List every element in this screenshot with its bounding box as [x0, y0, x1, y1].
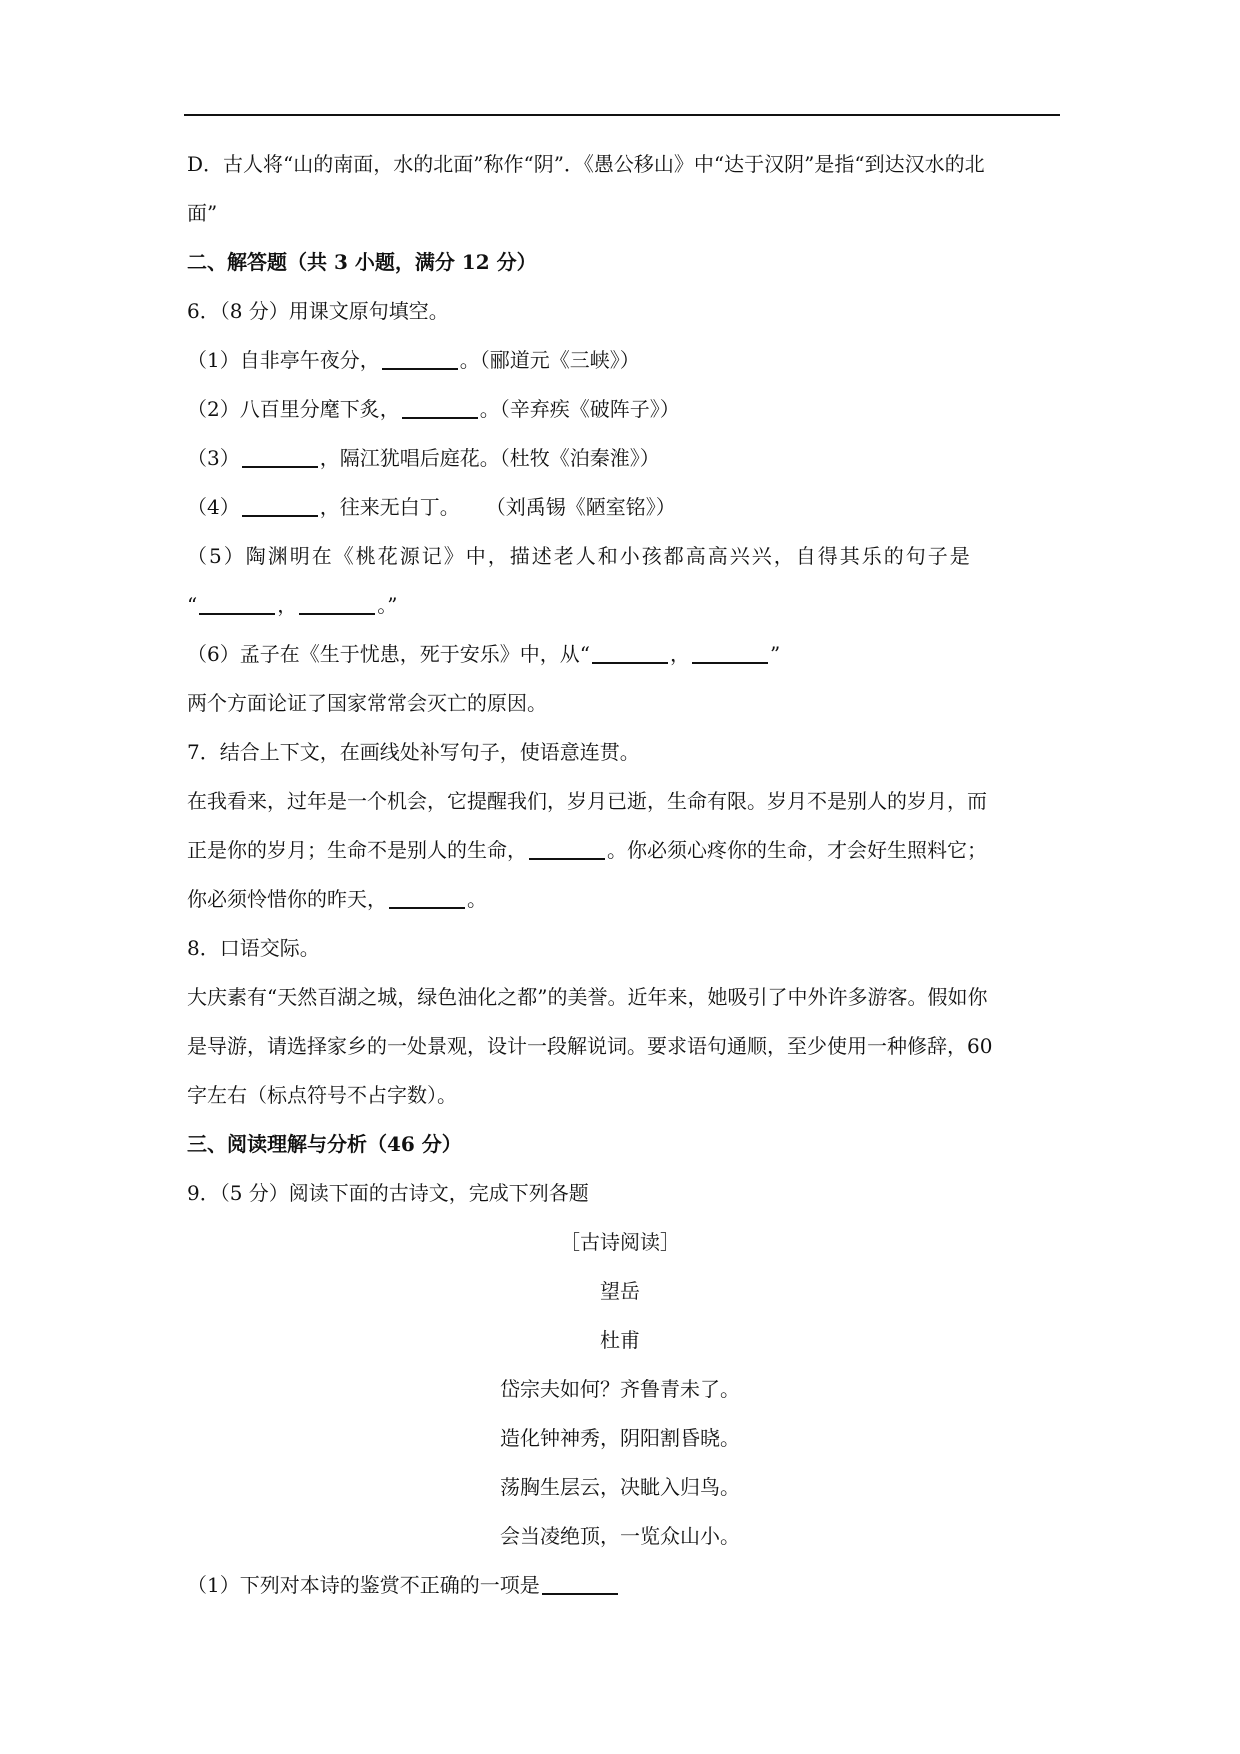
- q7-line3-rest: 。: [467, 887, 487, 911]
- q9-label: ［古诗阅读］: [560, 1230, 680, 1254]
- answer-blank[interactable]: [692, 642, 768, 664]
- q7-line1: 在我看来，过年是一个机会，它提醒我们，岁月已逝，生命有限。岁月不是别人的岁月，而: [187, 789, 987, 813]
- q6-item-6-text: （6）孟子在《生于忧患，死于安乐》中，从“: [187, 642, 590, 666]
- q6-item-1-source: 。（郦道元《三峡》）: [459, 348, 640, 372]
- answer-blank[interactable]: [402, 397, 478, 419]
- answer-blank[interactable]: [299, 593, 375, 615]
- answer-blank[interactable]: [592, 642, 668, 664]
- q6-item-6-line2: 两个方面论证了国家常常会灭亡的原因。: [187, 691, 547, 715]
- section-3-title: 三、阅读理解与分析（46 分）: [187, 1132, 462, 1156]
- q9-stem: 9．（5 分）阅读下面的古诗文，完成下列各题: [187, 1181, 589, 1205]
- answer-blank[interactable]: [382, 348, 458, 370]
- answer-blank[interactable]: [242, 495, 318, 517]
- q7-line2-text: 正是你的岁月；生命不是别人的生命，: [187, 838, 527, 862]
- q6-item-5-line2: [187, 581, 1053, 630]
- q6-item-1-text: （1）自非亭午夜分，: [187, 348, 380, 372]
- q7-line3-text: 你必须怜惜你的昨天，: [187, 887, 387, 911]
- q7-line2: [187, 826, 1053, 875]
- q8-line1: 大庆素有“天然百湖之城，绿色油化之都”的美誉。近年来，她吸引了中外许多游客。假如你: [187, 985, 988, 1009]
- q8-line3: 字左右（标点符号不占字数）。: [187, 1083, 457, 1107]
- q9-sub1: [187, 1561, 1053, 1610]
- q6-item-4-text: ，往来无白丁。: [319, 495, 460, 519]
- answer-blank[interactable]: [199, 593, 275, 615]
- q7-stem: 7．结合上下文，在画线处补写句子，使语意连贯。: [187, 740, 640, 764]
- close-quote: 。”: [377, 593, 398, 617]
- poem-line: 荡胸生层云，决眦入归鸟。: [500, 1475, 740, 1499]
- q6-item-2: [187, 385, 1053, 434]
- open-quote: “: [187, 593, 198, 617]
- answer-blank[interactable]: [389, 887, 465, 909]
- q7-line3: [187, 875, 1053, 924]
- poem-line: 造化钟神秀，阴阳割昏晓。: [500, 1426, 740, 1450]
- poem-line: 岱宗夫如何？齐鲁青未了。: [500, 1377, 740, 1401]
- answer-blank[interactable]: [529, 838, 605, 860]
- q6-item-3-text: ，隔江犹唱后庭花。（杜牧《泊秦淮》）: [319, 446, 660, 470]
- q6-item-4: [187, 483, 1053, 532]
- q8-line2: 是导游，请选择家乡的一处景观，设计一段解说词。要求语句通顺，至少使用一种修辞，60: [187, 1034, 993, 1058]
- q6-item-2-source: 。（辛弃疾《破阵子》）: [479, 397, 680, 421]
- answer-blank[interactable]: [242, 446, 318, 468]
- poem-author: 杜甫: [600, 1328, 640, 1352]
- q6-item-6-line1: [187, 630, 1053, 679]
- poem-title: 望岳: [600, 1279, 640, 1303]
- q6-item-4-num: （4）: [187, 495, 240, 519]
- q6-item-1: [187, 336, 1053, 385]
- q9-sub1-text: （1）下列对本诗的鉴赏不正确的一项是: [187, 1573, 540, 1597]
- option-d-line2: 面”: [187, 201, 218, 225]
- q8-stem: 8．口语交际。: [187, 936, 320, 960]
- header-rule: [184, 114, 1060, 116]
- exam-content: [187, 140, 1053, 1610]
- section-2-title: 二、解答题（共 3 小题，满分 12 分）: [187, 250, 537, 274]
- close-quote: ”: [769, 642, 781, 666]
- q6-item-5-line1: （5）陶渊明在《桃花源记》中，描述老人和小孩都高高兴兴，自得其乐的句子是: [187, 544, 972, 568]
- comma: ，: [669, 642, 690, 666]
- q7-line2-rest: 。你必须心疼你的生命，才会好生照料它；: [607, 838, 987, 862]
- q6-item-3-num: （3）: [187, 446, 240, 470]
- q6-item-4-source: （刘禹锡《陋室铭》）: [495, 495, 676, 519]
- poem-line: 会当凌绝顶，一览众山小。: [500, 1524, 740, 1548]
- answer-blank[interactable]: [542, 1573, 618, 1595]
- q6-stem: 6．（8 分）用课文原句填空。: [187, 299, 449, 323]
- q6-item-2-text: （2）八百里分麾下炙，: [187, 397, 400, 421]
- option-d-line1: D．古人将“山的南面，水的北面”称作“阴”．《愚公移山》中“达于汉阴”是指“到达汉水的北: [187, 152, 985, 176]
- q6-item-3: [187, 434, 1053, 483]
- comma: ，: [277, 593, 298, 617]
